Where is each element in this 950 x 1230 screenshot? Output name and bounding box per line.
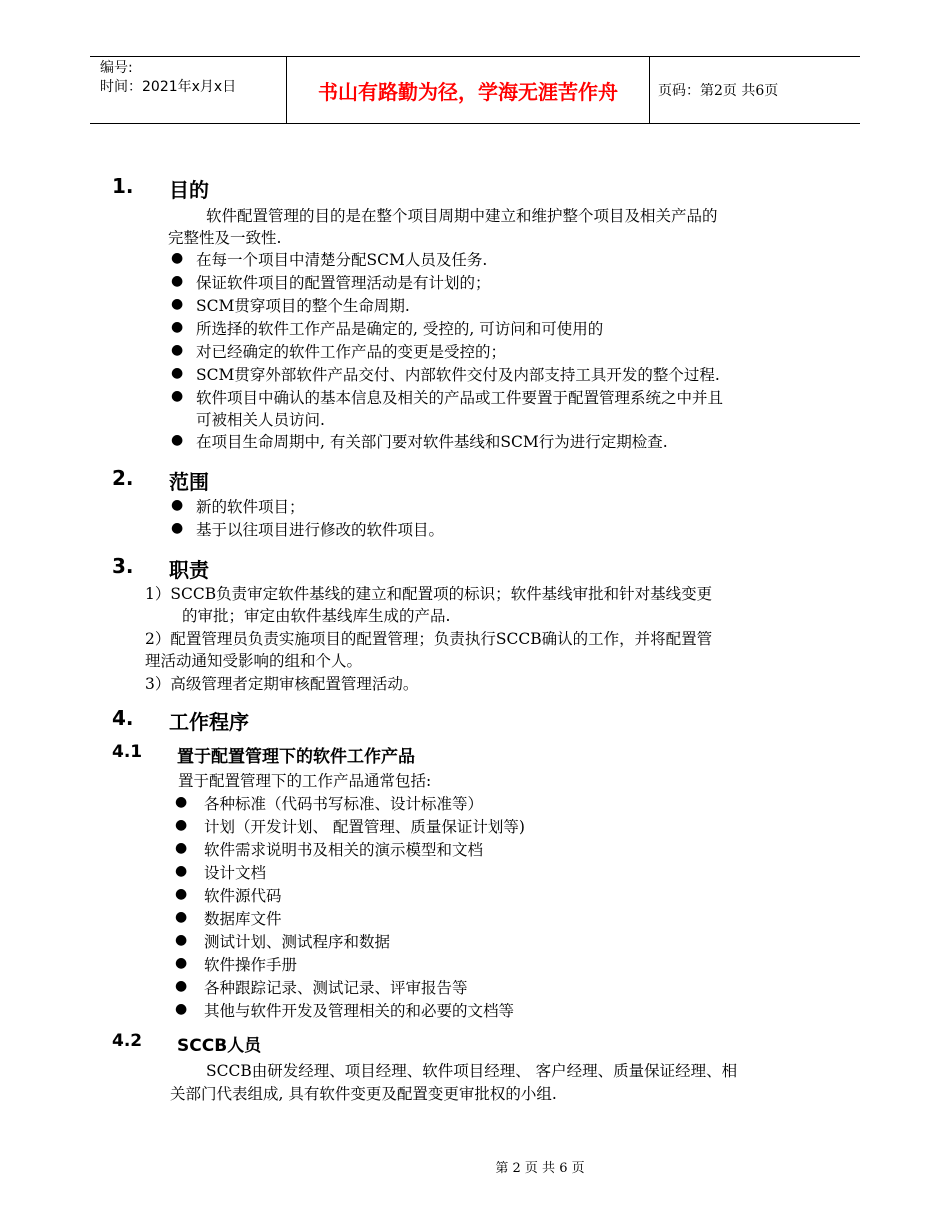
list-item: 软件项目中确认的基本信息及相关的产品或工件要置于配置管理系统之中并且: [196, 389, 724, 407]
bullet-icon: ●: [171, 296, 184, 312]
list-item: 各种跟踪记录、测试记录、评审报告等: [204, 979, 468, 997]
section-2-heading: [112, 466, 209, 495]
list-item: 在项目生命周期中, 有关部门要对软件基线和SCM行为进行定期检查.: [196, 433, 668, 451]
list-item: 设计文档: [204, 864, 267, 882]
list-item: 新的软件项目；: [196, 498, 305, 516]
list-item: 在每一个项目中清楚分配SCM人员及任务.: [196, 251, 488, 269]
bullet-icon: ●: [175, 932, 188, 948]
bullet-icon: ●: [171, 365, 184, 381]
paragraph: 关部门代表组成, 具有软件变更及配置变更审批权的小组.: [170, 1085, 557, 1103]
page-footer: 第 2 页 共 6 页: [495, 1161, 585, 1176]
section-4-heading: [112, 706, 249, 735]
list-item: 计划（开发计划、 配置管理、质量保证计划等): [204, 818, 525, 836]
section-1-heading: [112, 174, 209, 203]
paragraph: 1）SCCB负责审定软件基线的建立和配置项的标识；软件基线审批和针对基线变更: [145, 585, 713, 603]
bullet-icon: ●: [175, 794, 188, 810]
bullet-icon: ●: [175, 955, 188, 971]
list-item: 保证软件项目的配置管理活动是有计划的；: [196, 274, 491, 292]
header-number-label: 编号:: [100, 60, 133, 76]
list-item-continuation: 可被相关人员访问.: [196, 411, 325, 429]
subsection-4-2-heading: [112, 1031, 261, 1056]
list-item: SCM贯穿外部软件产品交付、内部软件交付及内部支持工具开发的整个过程.: [196, 366, 720, 384]
bullet-icon: ●: [171, 432, 184, 448]
page-header: [90, 56, 860, 124]
paragraph: 2）配置管理员负责实施项目的配置管理；负责执行SCCB确认的工作，并将配置管: [145, 630, 713, 648]
subsection-4-1-heading: [112, 742, 415, 767]
bullet-icon: ●: [171, 388, 184, 404]
paragraph: 置于配置管理下的工作产品通常包括:: [178, 772, 432, 790]
section-title: 工作程序: [169, 710, 249, 734]
section-3-heading: [112, 554, 209, 583]
section-number: 3.: [112, 554, 134, 578]
section-title: 目的: [169, 178, 209, 202]
bullet-icon: ●: [171, 497, 184, 513]
list-item: SCM贯穿项目的整个生命周期.: [196, 297, 410, 315]
section-number: 4.: [112, 706, 134, 730]
list-item: 测试计划、测试程序和数据: [204, 933, 391, 951]
bullet-icon: ●: [175, 840, 188, 856]
paragraph: 3）高级管理者定期审核配置管理活动。: [145, 675, 419, 693]
subsection-number: 4.1: [112, 742, 143, 762]
header-motto: 书山有路勤为径，学海无涯苦作舟: [286, 57, 650, 123]
section-title: 范围: [169, 470, 209, 494]
bullet-icon: ●: [175, 886, 188, 902]
list-item: 数据库文件: [204, 910, 282, 928]
list-item: 对已经确定的软件工作产品的变更是受控的；: [196, 343, 507, 361]
section-number: 2.: [112, 466, 134, 490]
section-title: 职责: [169, 558, 209, 582]
bullet-icon: ●: [171, 273, 184, 289]
bullet-icon: ●: [175, 1001, 188, 1017]
header-time-label: 时间：2021年x月x日: [100, 79, 237, 95]
list-item: 软件需求说明书及相关的演示模型和文档: [204, 841, 484, 859]
bullet-icon: ●: [171, 319, 184, 335]
paragraph: SCCB由研发经理、项目经理、软件项目经理、 客户经理、质量保证经理、相: [206, 1062, 738, 1080]
list-item: 其他与软件开发及管理相关的和必要的文档等: [204, 1002, 515, 1020]
paragraph: 完整性及一致性.: [168, 229, 282, 247]
subsection-title: SCCB人员: [177, 1036, 262, 1056]
bullet-icon: ●: [175, 909, 188, 925]
bullet-icon: ●: [175, 817, 188, 833]
header-page-label: 页码：第2页 共6页: [658, 83, 779, 99]
list-item: 软件源代码: [204, 887, 282, 905]
list-item: 各种标准（代码书写标准、设计标准等）: [204, 795, 484, 813]
list-item: 所选择的软件工作产品是确定的, 受控的, 可访问和可使用的: [196, 320, 604, 338]
bullet-icon: ●: [171, 342, 184, 358]
subsection-title: 置于配置管理下的软件工作产品: [177, 747, 415, 767]
bullet-icon: ●: [175, 978, 188, 994]
paragraph: 的审批；审定由软件基线库生成的产品.: [182, 607, 451, 625]
list-item: 软件操作手册: [204, 956, 298, 974]
header-meta: [90, 57, 286, 123]
section-number: 1.: [112, 174, 134, 198]
paragraph: 理活动通知受影响的组和个人。: [145, 652, 363, 670]
subsection-number: 4.2: [112, 1031, 143, 1051]
bullet-icon: ●: [171, 250, 184, 266]
paragraph: 软件配置管理的目的是在整个项目周期中建立和维护整个项目及相关产品的: [206, 207, 718, 225]
bullet-icon: ●: [175, 863, 188, 879]
list-item: 基于以往项目进行修改的软件项目。: [196, 521, 445, 539]
bullet-icon: ●: [171, 520, 184, 536]
